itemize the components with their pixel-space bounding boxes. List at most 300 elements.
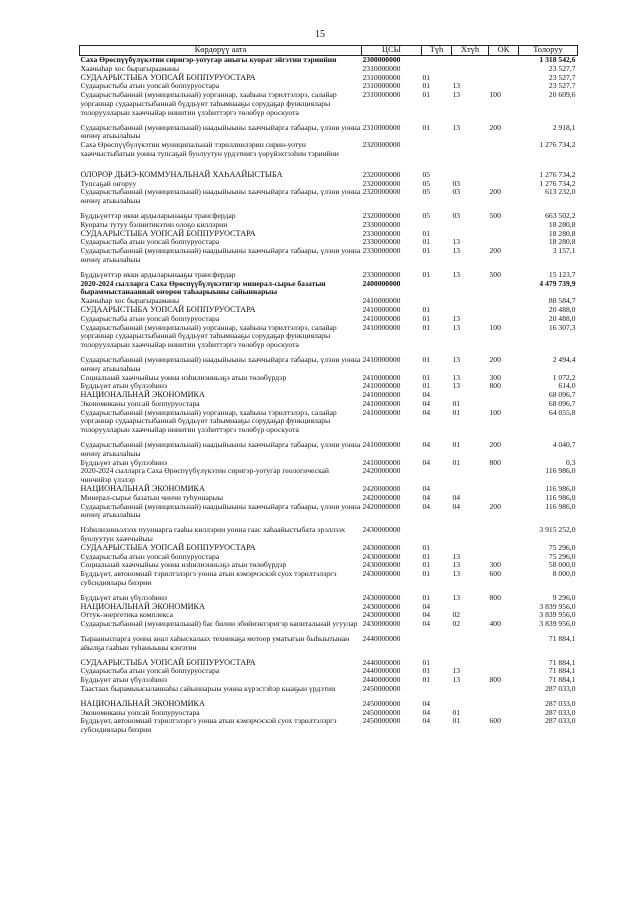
cell-total: 20 488,0	[548, 304, 576, 314]
cell-ok	[489, 230, 519, 239]
cell-total: 116 986,0	[545, 484, 576, 494]
cell-name: Таастаах бырамыысыланнаһы сайыннарыы уонна күрэстэһэр кыаҕын үрдэтии	[80, 684, 336, 693]
cell-ok	[489, 520, 519, 544]
cell-csr: 2430000000	[362, 619, 401, 629]
cell-tyh: 01	[422, 354, 431, 364]
budget-table	[79, 45, 578, 735]
cell-xtyh	[452, 56, 489, 65]
cell-csr: 2320000000	[362, 178, 401, 188]
cell-tyh: 01	[422, 675, 431, 685]
cell-xtyh	[452, 467, 489, 485]
cell-csr: 2410000000	[362, 354, 401, 364]
cell-ok	[489, 467, 519, 485]
table-row	[80, 520, 578, 544]
cell-total: 88 584,7	[548, 296, 576, 306]
cell-tyh: 01	[422, 304, 431, 314]
cell-ok: 100	[489, 90, 501, 100]
cell-xtyh: 02	[452, 610, 461, 620]
cell-tyh: 04	[422, 619, 431, 629]
cell-xtyh: 13	[452, 237, 461, 247]
cell-csr: 2310000000	[362, 122, 401, 132]
cell-total: 1 318 542,6	[539, 55, 576, 64]
cell-csr: 2310000000	[362, 72, 401, 82]
cell-tyh: 01	[422, 372, 431, 382]
cell-ok: 600	[489, 716, 501, 726]
cell-ok: 300	[489, 560, 501, 570]
cell-name: Минерал-сырье базатын чинчи туһуннарыы	[80, 492, 223, 502]
cell-tyh	[422, 467, 452, 485]
cell-total: 614,0	[558, 381, 576, 391]
cell-tyh: 05	[422, 178, 431, 188]
cell-total: 116 986,0	[545, 501, 576, 511]
table-row	[80, 159, 578, 180]
cell-csr: 2320000000	[362, 140, 401, 150]
header-total: Толоруу	[519, 46, 578, 56]
cell-ok: 200	[489, 122, 501, 132]
cell-xtyh	[452, 685, 489, 694]
cell-ok	[489, 485, 519, 494]
cell-xtyh: 13	[452, 551, 461, 561]
cell-tyh: 01	[422, 81, 431, 91]
cell-csr: 2410000000	[362, 407, 401, 417]
cell-total: 0,3	[566, 457, 576, 467]
table-row	[80, 265, 578, 280]
cell-ok: 200	[489, 246, 501, 256]
table-row	[80, 717, 578, 735]
table-row	[80, 188, 578, 206]
cell-xtyh	[452, 629, 489, 653]
cell-name: Социальнай хааччыйыы уонна нэһилиэнньэҕэ атын төлөбүрдэр	[80, 560, 287, 570]
cell-csr: 2410000000	[362, 313, 401, 323]
cell-tyh	[422, 685, 452, 694]
page-number: 15	[315, 29, 325, 40]
cell-ok: 800	[489, 381, 501, 391]
cell-csr: 2420000000	[362, 466, 401, 476]
cell-name: Бүддьүөттэр икки ардыларынааҕы трансфердар	[80, 269, 236, 279]
cell-ok	[489, 65, 519, 74]
cell-total: 8 000,0	[552, 569, 576, 579]
cell-ok	[489, 297, 519, 306]
cell-name: НАЦИОНАЛЬНАЙ ЭКОНОМИКА	[80, 390, 205, 400]
cell-xtyh	[452, 65, 489, 74]
cell-xtyh: 13	[452, 372, 461, 382]
table-row	[80, 350, 578, 374]
cell-name: Судаарыстыбаннай (муниципальнай) наадыйыыны хааччыйарга табаары, үлэни уонна өҥөнү атыылаһыы	[80, 187, 361, 206]
cell-total: 2 494,4	[552, 354, 576, 364]
cell-name: Судаарыстыбаннай (муниципальнай) уорганнар, хааһына тэрилтэлэрэ, салайар уорганнар судаарыстыбаннай бүддьүөт таһымнааҕы сорудаҕар функциялары толоруулларын хааччыйар иниитин үлэһиттэргэ төлөбүр ороскуота	[80, 90, 337, 117]
cell-total: 116 986,0	[545, 466, 576, 476]
cell-ok	[489, 653, 519, 668]
cell-tyh: 04	[422, 484, 431, 494]
table-header-row	[80, 46, 578, 56]
table-row	[80, 467, 578, 485]
cell-csr: 2320000000	[362, 187, 401, 197]
cell-name: Судаарыстыбаннай (муниципальнай) наадыйыыны хааччыйарга табаары, үлэни уонна өҥөнү атыылаһыы	[80, 440, 361, 458]
cell-csr: 2440000000	[362, 675, 401, 685]
table-row	[80, 435, 578, 459]
cell-csr: 2420000000	[362, 501, 401, 511]
cell-total: 1 276 734,2	[539, 169, 576, 179]
cell-tyh: 01	[422, 246, 431, 256]
table-body	[80, 56, 578, 735]
cell-xtyh	[452, 694, 489, 709]
cell-name: Хаачыһар хос бырагырааманы	[80, 63, 180, 73]
cell-xtyh: 04	[452, 492, 461, 502]
cell-ok	[489, 629, 519, 653]
cell-xtyh: 13	[452, 269, 461, 279]
cell-xtyh	[452, 520, 489, 544]
cell-xtyh: 13	[452, 675, 461, 685]
cell-xtyh: 13	[452, 381, 461, 391]
cell-ok: 100	[489, 322, 501, 332]
cell-tyh: 01	[422, 542, 431, 552]
header-xtyh: Хтүһ	[452, 46, 489, 56]
cell-total: 9 296,0	[552, 592, 576, 602]
cell-xtyh: 01	[452, 707, 461, 717]
cell-tyh: 04	[422, 601, 431, 611]
cell-tyh: 05	[422, 187, 431, 197]
cell-csr: 2440000000	[362, 634, 401, 644]
cell-ok	[489, 391, 519, 400]
cell-name: СУДААРЫСТЫБА УОПСАЙ БОППУРУОСТАРА	[80, 228, 256, 238]
cell-tyh: 04	[422, 492, 431, 502]
cell-tyh: 05	[422, 210, 431, 220]
cell-name: СУДААРЫСТЫБА УОПСАЙ БОППУРУОСТАРА	[80, 72, 256, 82]
cell-tyh	[422, 629, 452, 653]
cell-name: Экономиканы уопсай боппуруостара	[80, 707, 200, 717]
cell-tyh: 01	[422, 322, 431, 332]
cell-ok: 400	[489, 619, 501, 629]
cell-name: Бүддьүөт атын үбүлээһинэ	[80, 592, 168, 602]
cell-name: НАЦИОНАЛЬНАЙ ЭКОНОМИКА	[80, 601, 205, 611]
cell-csr: 2430000000	[362, 551, 401, 561]
cell-tyh: 04	[422, 501, 431, 511]
cell-tyh: 01	[422, 72, 431, 82]
cell-csr: 2410000000	[362, 322, 401, 332]
cell-ok	[489, 544, 519, 553]
cell-csr: 2400000000	[362, 278, 401, 288]
cell-tyh: 01	[422, 381, 431, 391]
cell-csr: 2410000000	[362, 381, 401, 391]
cell-name: СУДААРЫСТЫБА УОПСАЙ БОППУРУОСТАРА	[80, 304, 256, 314]
cell-csr: 2330000000	[362, 228, 401, 238]
cell-name: Судаарыстыбаннай (муниципальнай) наадыйыыны хааччыйарга табаары, үлэни уонна өҥөнү атыылаһыы	[80, 354, 361, 373]
cell-ok	[489, 56, 519, 65]
cell-name: Нэһилиэнньэлээх пууннарга гааһы киллэрии уонна гаас хаһаайыстыбата эрэллээх буолуутун хааччыйыы	[80, 525, 346, 544]
cell-ok: 500	[489, 269, 501, 279]
cell-xtyh: 13	[452, 569, 461, 579]
cell-total: 3 839 956,0	[539, 610, 576, 620]
cell-csr: 2410000000	[362, 457, 401, 467]
cell-tyh: 04	[422, 440, 431, 450]
table-row	[80, 118, 578, 142]
cell-ok: 200	[489, 440, 501, 450]
cell-total: 287 033,0	[545, 698, 576, 708]
cell-ok: 500	[489, 210, 501, 220]
cell-total: 75 296,0	[548, 542, 576, 552]
cell-xtyh: 13	[452, 246, 461, 256]
cell-csr: 2410000000	[362, 390, 401, 400]
cell-ok: 200	[489, 501, 501, 511]
cell-tyh	[422, 520, 452, 544]
cell-tyh: 01	[422, 592, 431, 602]
cell-name: 2020-2024 сылларга Саха Өрөспүүбүлүкэтигэр минерал-сырье базатын быраммыстанааннай оҥорон таһаарыыны сайыннарыы	[80, 278, 326, 297]
cell-name: СУДААРЫСТЫБА УОПСАЙ БОППУРУОСТАРА	[80, 657, 256, 667]
cell-total: 18 280,8	[548, 219, 576, 229]
cell-tyh: 05	[422, 169, 431, 179]
cell-name: Бүддьүөт атын үбүлээһинэ	[80, 381, 168, 391]
cell-xtyh: 03	[452, 210, 461, 220]
cell-ok: 200	[489, 354, 501, 364]
cell-total: 20 488,0	[548, 313, 576, 323]
cell-total: 23 527,7	[548, 72, 576, 82]
cell-name: Социальнай хааччыйыы уонна нэһилиэнньэҕэ атын төлөбүрдэр	[80, 372, 287, 382]
cell-total: 3 839 956,0	[539, 601, 576, 611]
cell-xtyh	[452, 653, 489, 668]
cell-csr: 2310000000	[362, 81, 401, 91]
cell-total: 3 839 956,0	[539, 619, 576, 629]
table-row	[80, 503, 578, 521]
cell-tyh: 04	[422, 398, 431, 408]
cell-xtyh	[452, 297, 489, 306]
cell-xtyh: 04	[452, 501, 461, 511]
cell-tyh: 01	[422, 313, 431, 323]
cell-ok: 800	[489, 675, 501, 685]
cell-ok: 200	[489, 187, 501, 197]
cell-csr: 2420000000	[362, 484, 401, 494]
table-row	[80, 620, 578, 629]
cell-csr: 2300000000	[362, 55, 401, 64]
cell-total: 23 527,7	[548, 81, 576, 91]
cell-name: Судаарыстыба атын уопсай боппуруостара	[80, 313, 220, 323]
table-row	[80, 247, 578, 265]
cell-ok	[489, 141, 519, 159]
header-ok: ОК	[489, 46, 519, 56]
cell-name: ОЛОРОР ДЬИЭ-КОММУНАЛЬНАЙ ХАҺААЙЫСТЫБА	[80, 169, 283, 179]
cell-tyh	[422, 280, 452, 298]
cell-name: Тупсаҕай оҥоруу	[80, 178, 137, 188]
cell-csr: 2420000000	[362, 492, 401, 502]
table-row	[80, 409, 578, 435]
cell-tyh: 04	[422, 610, 431, 620]
cell-ok	[489, 74, 519, 83]
cell-csr: 2430000000	[362, 569, 401, 579]
cell-total: 287 033,0	[545, 716, 576, 726]
cell-total: 16 307,3	[548, 322, 576, 332]
cell-total: 4 040,7	[552, 440, 576, 450]
cell-total: 71 884,1	[548, 634, 576, 644]
cell-total: 3 915 252,0	[539, 525, 576, 535]
cell-csr: 2440000000	[362, 657, 401, 667]
cell-xtyh: 13	[452, 122, 461, 132]
cell-total: 18 280,8	[548, 237, 576, 247]
cell-xtyh: 01	[452, 440, 461, 450]
cell-csr: 2330000000	[362, 237, 401, 247]
cell-csr: 2450000000	[362, 707, 401, 717]
cell-total: 1 276 734,2	[539, 178, 576, 188]
cell-csr: 2410000000	[362, 440, 401, 450]
cell-xtyh: 03	[452, 187, 461, 197]
cell-total: 287 033,0	[545, 684, 576, 693]
cell-csr: 2430000000	[362, 610, 401, 620]
cell-ok	[489, 306, 519, 315]
table-row	[80, 91, 578, 117]
cell-csr: 2310000000	[362, 63, 401, 73]
cell-name: Судаарыстыбаннай (муниципальнай) бас билии эбийиэктэригэр капитальнай угуулар	[80, 619, 358, 629]
cell-ok	[489, 685, 519, 694]
header-tyh: Түһ	[422, 46, 452, 56]
table-row	[80, 324, 578, 350]
cell-total: 2 918,1	[552, 122, 576, 132]
cell-tyh: 04	[422, 407, 431, 417]
cell-total: 71 884,1	[548, 666, 576, 676]
cell-name: Оттук-энергетика комплекса	[80, 610, 173, 620]
cell-ok: 300	[489, 372, 501, 382]
cell-ok: 600	[489, 569, 501, 579]
cell-ok	[489, 159, 519, 180]
cell-total: 68 096,7	[548, 390, 576, 400]
cell-name: Бүддьүөт атын үбүлээһинэ	[80, 457, 168, 467]
cell-total: 3 157,1	[552, 246, 576, 256]
cell-total: 1 276 734,2	[539, 140, 576, 150]
header-name: Көрдөрүү аата	[80, 46, 362, 56]
cell-csr: 2430000000	[362, 525, 401, 535]
cell-tyh: 01	[422, 122, 431, 132]
cell-name: 2020-2024 сылларга Саха Өрөспүүбүлүкэтин сиригэр-уотугар геологическай чинчийэр үлэлэр	[80, 466, 329, 485]
cell-xtyh	[452, 159, 489, 180]
cell-csr: 2430000000	[362, 592, 401, 602]
cell-tyh: 04	[422, 390, 431, 400]
table-row	[80, 588, 578, 603]
cell-xtyh	[452, 280, 489, 298]
cell-csr: 2320000000	[362, 169, 401, 179]
cell-csr: 2330000000	[362, 219, 401, 229]
cell-tyh: 04	[422, 457, 431, 467]
cell-xtyh: 13	[452, 322, 461, 332]
cell-total: 287 033,0	[545, 707, 576, 717]
cell-xtyh: 01	[452, 407, 461, 417]
cell-total: 58 000,0	[548, 560, 576, 570]
table-row	[80, 141, 578, 159]
cell-name: Тырааныспарга уонна анал хаһыскалаах техникаҕа мотоор уматыгын быһыытынан айылҕа гааһын туһаныыны кэҥэтии	[80, 634, 350, 652]
cell-xtyh: 13	[452, 81, 461, 91]
cell-total: 71 884,1	[548, 657, 576, 667]
cell-csr: 2330000000	[362, 246, 401, 256]
cell-name: Саха Өрөспүүбүлүкэтин муниципальнай тэриллиилэрин сирин-уотун хааччыстыбатын уонна тупсаҕай буолуутун үрдэтиигэ үөрүйэхтээһин тэриийии	[80, 140, 339, 158]
cell-name: Судаарыстыбаннай (муниципальнай) наадыйыыны хааччыйарга табаары, үлэни уонна өҥөнү атыылаһыы	[80, 501, 361, 520]
cell-tyh: 01	[422, 237, 431, 247]
cell-name: НАЦИОНАЛЬНАЙ ЭКОНОМИКА	[80, 484, 205, 494]
cell-total: 15 123,7	[548, 269, 576, 279]
cell-tyh	[422, 141, 452, 159]
cell-xtyh: 13	[452, 592, 461, 602]
cell-ok: 800	[489, 592, 501, 602]
cell-total: 18 280,8	[548, 228, 576, 238]
cell-ok: 800	[489, 457, 501, 467]
cell-xtyh: 13	[452, 354, 461, 364]
cell-tyh: 01	[422, 551, 431, 561]
cell-xtyh: 01	[452, 716, 461, 726]
cell-ok	[489, 694, 519, 709]
cell-tyh: 01	[422, 657, 431, 667]
cell-ok: 100	[489, 407, 501, 417]
cell-tyh: 01	[422, 269, 431, 279]
cell-tyh: 01	[422, 666, 431, 676]
cell-tyh: 01	[422, 228, 431, 238]
cell-total: 75 296,0	[548, 551, 576, 561]
cell-total: 23 527,7	[548, 63, 576, 73]
header-csr: ЦСЫ	[362, 46, 422, 56]
cell-total: 1 072,2	[552, 372, 576, 382]
cell-ok	[489, 221, 519, 230]
cell-csr: 2410000000	[362, 398, 401, 408]
cell-total: 4 479 739,9	[539, 278, 576, 288]
cell-total: 20 609,6	[548, 90, 576, 100]
cell-name: Судаарыстыба атын уопсай боппуруостара	[80, 81, 220, 91]
cell-csr: 2320000000	[362, 210, 401, 220]
cell-name: Бүддьүөт, автономнай тэрилтэлэргэ уонна атын кэмэрчэскэй суох тэрилтэлэргэ субсидиялары биэрии	[80, 569, 337, 588]
cell-name: НАЦИОНАЛЬНАЙ ЭКОНОМИКА	[80, 698, 205, 708]
cell-csr: 2450000000	[362, 716, 401, 726]
cell-name: Куораты тутуу бэлиитикэтин олоҕо киллэрии	[80, 219, 228, 229]
table-row	[80, 694, 578, 709]
cell-xtyh: 13	[452, 90, 461, 100]
cell-xtyh	[452, 141, 489, 159]
cell-tyh: 01	[422, 569, 431, 579]
cell-csr: 2330000000	[362, 269, 401, 279]
cell-xtyh	[452, 221, 489, 230]
cell-xtyh: 02	[452, 619, 461, 629]
cell-total: 71 884,1	[548, 675, 576, 685]
cell-xtyh: 13	[452, 560, 461, 570]
cell-csr: 2430000000	[362, 601, 401, 611]
table-row	[80, 653, 578, 668]
cell-csr: 2410000000	[362, 304, 401, 314]
cell-tyh: 04	[422, 707, 431, 717]
cell-ok	[489, 280, 519, 298]
cell-total: 68 096,7	[548, 398, 576, 408]
cell-csr: 2440000000	[362, 666, 401, 676]
cell-tyh: 04	[422, 716, 431, 726]
cell-tyh: 01	[422, 560, 431, 570]
cell-total: 663 502,2	[545, 210, 576, 220]
cell-name: Судаарыстыбаннай (муниципальнай) уорганнар, хааһына тэрилтэлэрэ, салайар уорганнар судаарыстыбаннай бүддьүөт таһымнааҕы сорудаҕар функциялары толоруулларын хааччыйар иниитин үлэһиттэргэ төлөбүр ороскуота	[80, 322, 337, 350]
cell-total: 116 986,0	[545, 492, 576, 502]
cell-name: Саха Өрөспүүбүлүкэтин сиригэр-уотугар аныгы куорат эйгэтин тэриийии	[80, 55, 337, 64]
cell-total: 64 055,8	[548, 407, 576, 417]
cell-xtyh: 03	[452, 178, 461, 188]
cell-total: 613 232,0	[545, 187, 576, 197]
cell-csr: 2430000000	[362, 560, 401, 570]
cell-csr: 2450000000	[362, 698, 401, 708]
table-row	[80, 280, 578, 298]
cell-name: Экономиканы уопсай боппуруостара	[80, 398, 200, 408]
cell-tyh: 04	[422, 698, 431, 708]
cell-name: Бүддьүөттэр икки ардыларынааҕы трансфердар	[80, 210, 236, 220]
cell-name: Хаачыһар хос бырагырааманы	[80, 296, 180, 306]
cell-csr: 2410000000	[362, 372, 401, 382]
table-row	[80, 685, 578, 694]
cell-name: Судаарыстыба атын уопсай боппуруостара	[80, 551, 220, 561]
cell-xtyh: 01	[452, 457, 461, 467]
cell-name: Судаарыстыбаннай (муниципальнай) наадыйыыны хааччыйарга табаары, үлэни уонна өҥөнү атыылаһыы	[80, 122, 361, 141]
cell-ok	[489, 603, 519, 612]
cell-name: Судаарыстыбаннай (муниципальнай) уорганнар, хааһына тэрилтэлэрэ, салайар уорганнар судаарыстыбаннай бүддьүөт таһымнааҕы сорудаҕар функциялары толоруулларын хааччыйар иниитин үлэһиттэргэ төлөбүр ороскуота	[80, 407, 337, 435]
cell-csr: 2450000000	[362, 684, 401, 693]
cell-csr: 2430000000	[362, 542, 401, 552]
cell-name: Бүддьүөт атын үбүлээһинэ	[80, 675, 168, 685]
cell-csr: 2410000000	[362, 296, 401, 306]
